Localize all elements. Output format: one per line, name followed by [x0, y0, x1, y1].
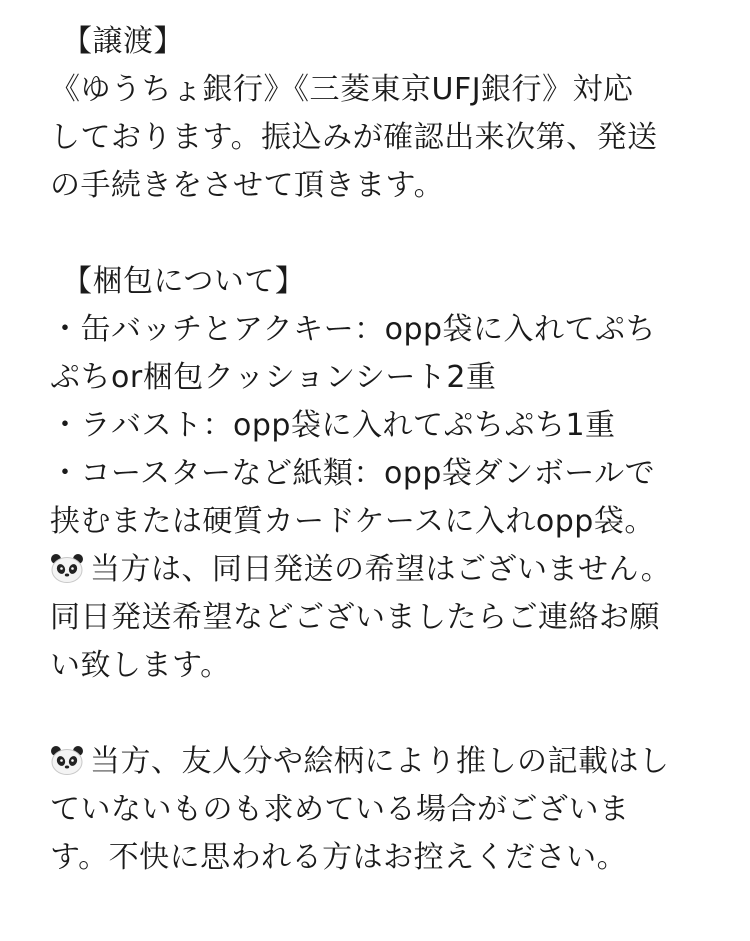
transfer-line: しております。振込みが確認出来次第、発送	[50, 120, 658, 155]
note2-line	[50, 738, 710, 786]
note1-text: 当方は、同日発送の希望はございません。	[90, 552, 672, 587]
note1-line: い致します。	[50, 648, 231, 683]
packing-line: 挟むまたは硬質カードケースに入れopp袋。	[50, 504, 655, 539]
packing-heading: 【梱包について】	[62, 264, 306, 299]
spacer	[50, 690, 710, 738]
note2-text: 当方、友人分や絵柄により推しの記載はし	[90, 744, 670, 779]
spacer	[50, 210, 710, 258]
transfer-line: 《ゆうちょ銀行》《三菱東京UFJ銀行》対応	[50, 72, 634, 107]
transfer-heading: 【譲渡】	[62, 24, 184, 59]
panda-face-icon	[50, 745, 84, 775]
note1-line	[50, 546, 710, 594]
note1-line: 同日発送希望などございましたらご連絡お願	[50, 600, 660, 635]
transfer-line: の手続きをさせて頂きます。	[50, 168, 445, 203]
note2-line: ていないものも求めている場合がございま	[50, 792, 630, 827]
packing-line: ・コースターなど紙類：opp袋ダンボールで	[50, 456, 656, 491]
packing-line: ・缶バッチとアクキー：opp袋に入れてぷち	[50, 312, 657, 347]
note2-line: す。不快に思われる方はお控えください。	[50, 840, 628, 875]
packing-line: ぷちor梱包クッションシート2重	[50, 360, 497, 395]
panda-face-icon	[50, 553, 84, 583]
packing-line: ・ラバスト：opp袋に入れてぷちぷち1重	[50, 408, 616, 443]
document-body	[50, 18, 710, 882]
